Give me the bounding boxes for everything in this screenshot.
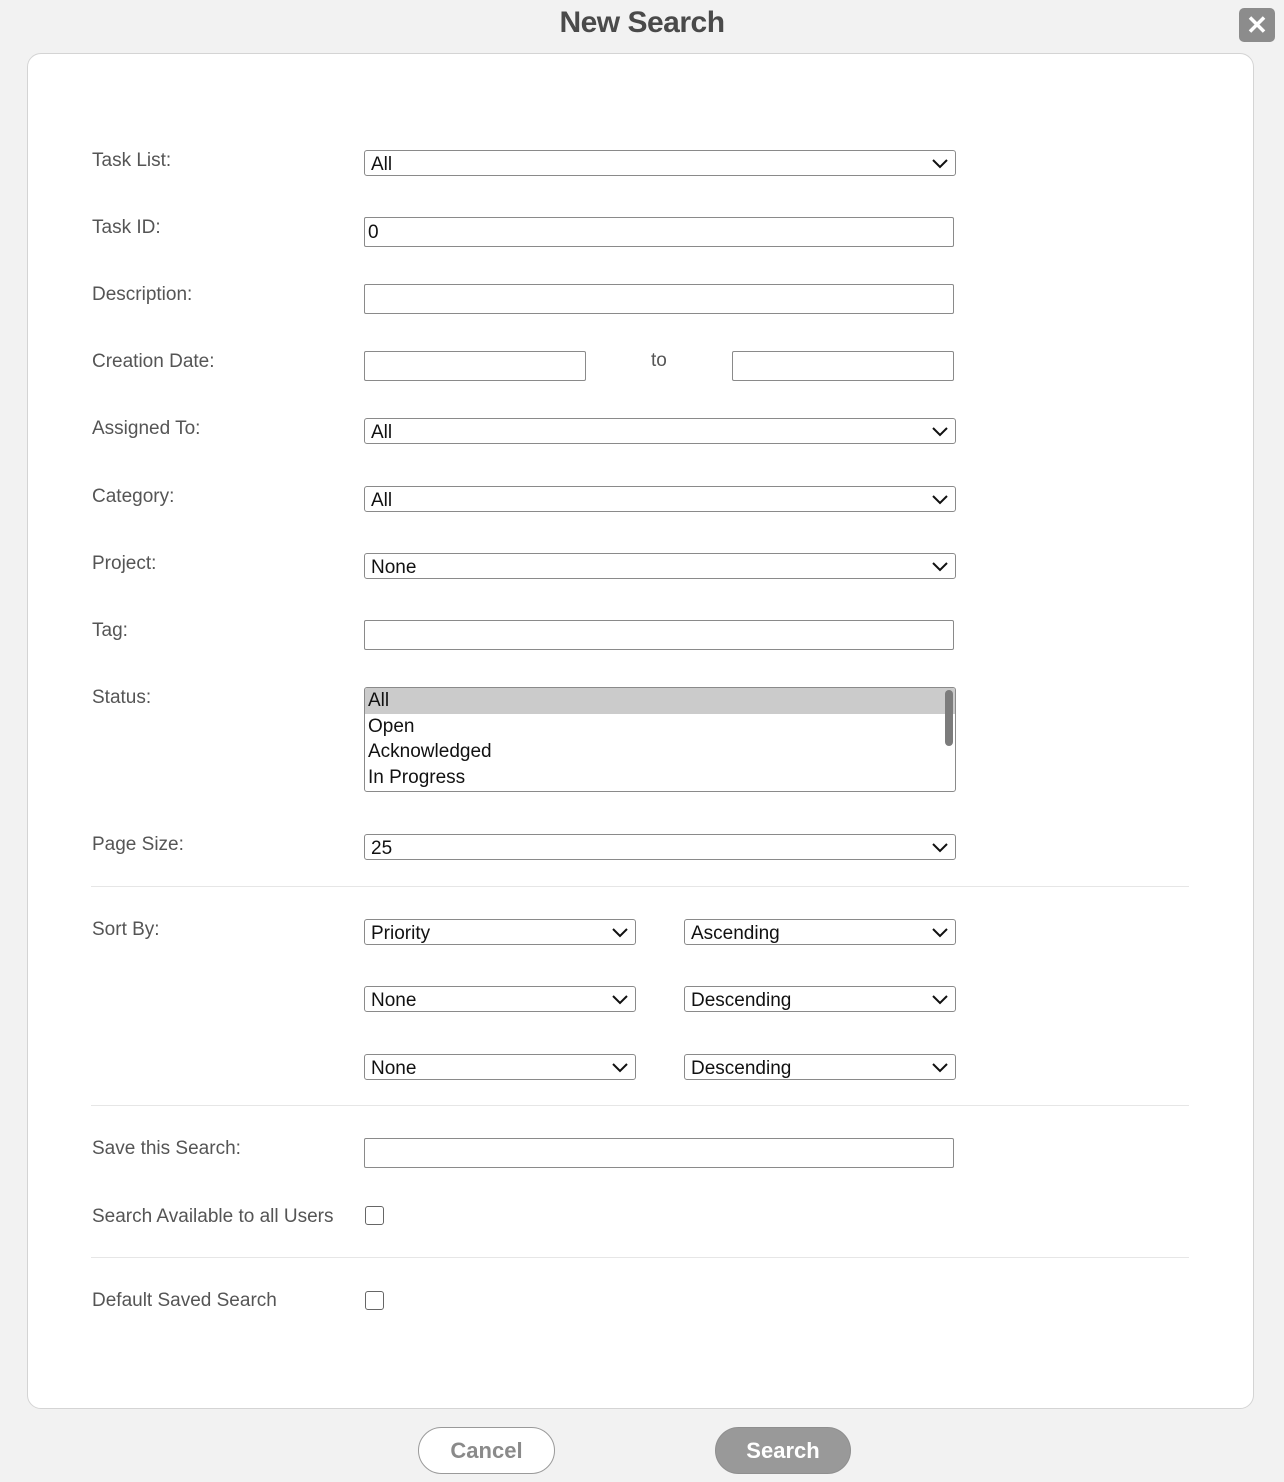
status-option[interactable]: Acknowledged: [368, 741, 492, 763]
page-size-label: Page Size:: [92, 834, 184, 855]
divider: [91, 1105, 1189, 1106]
chevron-down-icon: [931, 424, 949, 438]
page-size-value: 25: [371, 838, 393, 859]
task-list-value: All: [371, 154, 393, 175]
chevron-down-icon: [611, 925, 629, 939]
tag-label: Tag:: [92, 620, 128, 641]
search-button[interactable]: Search: [715, 1427, 851, 1474]
assigned-to-value: All: [371, 422, 393, 443]
task-list-select[interactable]: [364, 150, 956, 176]
divider: [91, 886, 1189, 887]
category-label: Category:: [92, 486, 175, 507]
project-value: None: [371, 557, 417, 578]
status-listbox[interactable]: [364, 687, 956, 792]
divider: [91, 1257, 1189, 1258]
creation-date-from-input[interactable]: [364, 351, 586, 381]
status-option[interactable]: Open: [368, 715, 415, 737]
chevron-down-icon: [931, 156, 949, 170]
sort-order-value: Descending: [691, 990, 792, 1011]
project-select[interactable]: [364, 553, 956, 579]
save-search-input[interactable]: [364, 1138, 954, 1168]
sort-field-value: None: [371, 990, 417, 1011]
sort-field-select-1[interactable]: [364, 919, 636, 945]
sort-field-select-2[interactable]: [364, 986, 636, 1012]
chevron-down-icon: [931, 925, 949, 939]
save-search-label: Save this Search:: [92, 1138, 241, 1159]
cancel-button[interactable]: Cancel: [418, 1427, 555, 1474]
chevron-down-icon: [931, 840, 949, 854]
chevron-down-icon: [931, 559, 949, 573]
chevron-down-icon: [931, 1060, 949, 1074]
available-all-users-label: Search Available to all Users: [92, 1206, 334, 1227]
category-select[interactable]: [364, 486, 956, 512]
chevron-down-icon: [931, 992, 949, 1006]
close-button[interactable]: [1239, 8, 1275, 42]
assigned-to-label: Assigned To:: [92, 418, 201, 439]
creation-date-to-input[interactable]: [732, 351, 954, 381]
chevron-down-icon: [611, 992, 629, 1006]
status-option[interactable]: All: [365, 688, 955, 714]
sort-order-select-2[interactable]: [684, 986, 956, 1012]
task-id-input[interactable]: 0: [364, 217, 954, 247]
sort-order-select-1[interactable]: [684, 919, 956, 945]
sort-by-label: Sort By:: [92, 919, 160, 940]
category-value: All: [371, 490, 393, 511]
dialog-title: New Search: [559, 6, 725, 39]
status-label: Status:: [92, 687, 152, 708]
default-saved-search-label: Default Saved Search: [92, 1290, 277, 1311]
default-saved-search-checkbox[interactable]: [365, 1291, 384, 1310]
sort-field-value: Priority: [371, 923, 431, 944]
creation-date-label: Creation Date:: [92, 351, 215, 372]
close-icon[interactable]: ✕: [1246, 10, 1268, 40]
sort-order-select-3[interactable]: [684, 1054, 956, 1080]
chevron-down-icon: [611, 1060, 629, 1074]
creation-date-to-label: to: [651, 350, 667, 371]
sort-order-value: Descending: [691, 1058, 792, 1079]
available-all-users-checkbox[interactable]: [365, 1206, 384, 1225]
tag-input[interactable]: [364, 620, 954, 650]
page-size-select[interactable]: [364, 834, 956, 860]
task-id-label: Task ID:: [92, 217, 161, 238]
chevron-down-icon: [931, 492, 949, 506]
project-label: Project:: [92, 553, 157, 574]
description-label: Description:: [92, 284, 193, 305]
status-scrollbar[interactable]: [945, 690, 953, 746]
sort-field-value: None: [371, 1058, 417, 1079]
status-option[interactable]: In Progress: [368, 766, 466, 788]
description-input[interactable]: [364, 284, 954, 314]
assigned-to-select[interactable]: [364, 418, 956, 444]
sort-order-value: Ascending: [691, 923, 780, 944]
task-list-label: Task List:: [92, 150, 172, 171]
sort-field-select-3[interactable]: [364, 1054, 636, 1080]
